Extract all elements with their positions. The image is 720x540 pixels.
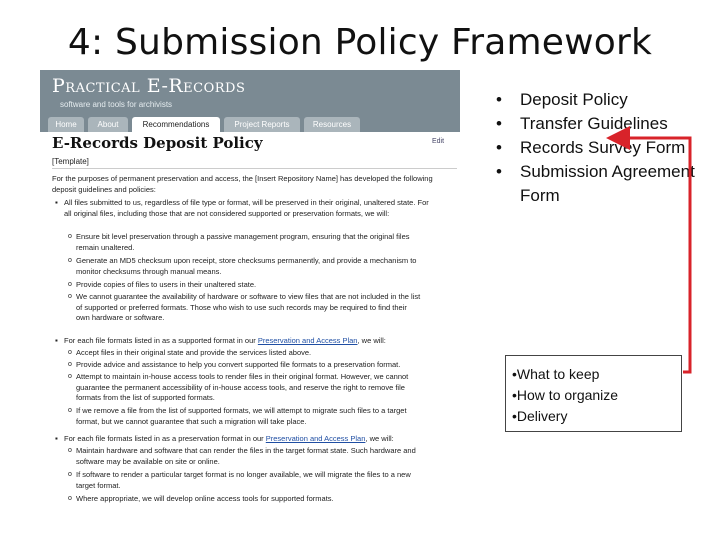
item-text: For each file formats listed in as a preservation format in our xyxy=(64,434,266,443)
callout-item: • What to keep xyxy=(512,364,681,385)
tab-project-reports[interactable]: Project Reports xyxy=(224,117,300,132)
page-heading: E-Records Deposit Policy xyxy=(52,134,263,152)
tab-recommendations[interactable]: Recommendations xyxy=(132,117,220,132)
callout-item: • Delivery xyxy=(512,406,681,427)
policy-subitem: o If we remove a file from the list of supported formats, we will attempt to migrate such files to a target format, but we cannot guarantee that such a migration will take place. xyxy=(76,406,421,427)
list-item: • Submission Agreement Form xyxy=(492,160,712,208)
policy-subitem: o Provide advice and assistance to help you convert supported file formats to a preservation format. xyxy=(76,360,421,371)
callout-item: • How to organize xyxy=(512,385,681,406)
item-text: For each file formats listed in as a supported format in our xyxy=(64,336,258,345)
policy-subitem: o Attempt to maintain in-house access tools to render files in their original format. However, we cannot guarantee the permanent accessibility of in-house access tools, and reserve the right to remove file formats from the list of supported formats. xyxy=(76,372,421,404)
policy-subitem: o Accept files in their original state and provide the services listed above. xyxy=(76,348,421,359)
policy-subitem: o Provide copies of files to users in their unaltered state. xyxy=(76,280,421,291)
policy-subitem: o Maintain hardware and software that can render the files in the target format state. Such hardware and software may be available on site or online. xyxy=(76,446,421,467)
callout-box xyxy=(505,355,682,432)
edit-link[interactable]: Edit xyxy=(432,138,445,145)
policy-subitem: o If software to render a particular target format is no longer available, we will migrate the files to a new target format. xyxy=(76,470,421,491)
tab-resources[interactable]: Resources xyxy=(304,117,360,132)
preservation-plan-link[interactable]: Preservation and Access Plan xyxy=(257,336,358,345)
policy-item: ▪ All files submitted to us, regardless of file type or format, will be preserved in their original, unaltered state. For all original files, including those that are not considered supported or preservation formats, we will: xyxy=(64,198,429,219)
list-item: • Records Survey Form xyxy=(492,136,712,160)
site-subtitle: software and tools for archivists xyxy=(60,100,173,109)
intro-paragraph: For the purposes of permanent preservation and access, the [Insert Repository Name] has developed the following deposit guidelines and policies: xyxy=(52,174,433,194)
policy-subitem: o Where appropriate, we will develop online access tools for supported formats. xyxy=(76,494,421,505)
policy-subitem: o We cannot guarantee the availability of hardware or software to view files that are not included in the list of supported or preferred formats. Those who wish to use such records may be required to find their own hardware or software. xyxy=(76,292,421,324)
template-label: [Template] xyxy=(52,157,89,166)
preservation-plan-link[interactable]: Preservation and Access Plan xyxy=(265,434,366,443)
arrow-line xyxy=(612,138,690,372)
slide-title: 4: Submission Policy Framework xyxy=(67,22,653,63)
list-item: • Deposit Policy xyxy=(492,88,712,112)
policy-subitem: o Generate an MD5 checksum upon receipt, store checksums permanently, and provide a mechanism to monitor checksums through manual means. xyxy=(76,256,421,277)
tab-home[interactable]: Home xyxy=(48,117,84,132)
policy-subitem: o Ensure bit level preservation through a passive management program, ensuring that the original files remain unaltered. xyxy=(76,232,421,253)
list-item: • Transfer Guidelines xyxy=(492,112,712,136)
tab-about[interactable]: About xyxy=(88,117,128,132)
item-text: , we will: xyxy=(365,434,394,443)
item-text: , we will: xyxy=(357,336,386,345)
site-title[interactable]: Practical E-Records xyxy=(52,75,246,97)
